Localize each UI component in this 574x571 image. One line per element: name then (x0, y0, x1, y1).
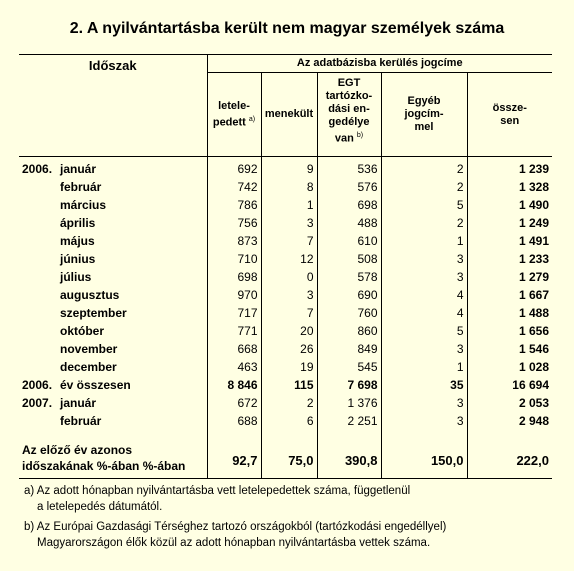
row-month: július (60, 270, 92, 284)
cell-value: 576 (317, 178, 381, 196)
cell-value: 5 (381, 196, 467, 214)
cell-value: 1 546 (518, 342, 549, 356)
cell-value: 2 (381, 178, 467, 196)
table-row (19, 268, 552, 286)
cell-value: 508 (317, 250, 381, 268)
row-month: november (60, 342, 118, 356)
cell-value: 760 (317, 304, 381, 322)
cell-value: 717 (207, 304, 261, 322)
column-header-line: van (334, 132, 354, 145)
row-label (19, 214, 207, 232)
row-month: február (60, 180, 102, 194)
row-month: január (60, 396, 97, 410)
row-label (19, 412, 207, 430)
cell-value: 698 (317, 196, 381, 214)
row-label (19, 340, 207, 358)
cell-value: 786 (207, 196, 261, 214)
row-year: 2007. (22, 396, 53, 410)
comparison-label-line: Az előző év azonos (22, 443, 133, 457)
spacer-cell (317, 430, 381, 442)
cell-value: 970 (207, 286, 261, 304)
table-row (19, 412, 552, 430)
cell-value: 1 233 (518, 252, 549, 266)
cell-value: 1 376 (317, 394, 381, 412)
row-label (19, 157, 207, 179)
cell-value: 545 (317, 358, 381, 376)
cell-value: 488 (317, 214, 381, 232)
column-header-line: pedett (212, 116, 246, 129)
table-row (19, 196, 552, 214)
row-month: február (60, 414, 102, 428)
row-month: december (60, 360, 117, 374)
column-header-line: gedélye (328, 116, 370, 128)
period-header: Időszak (19, 55, 207, 157)
cell-value: 1 249 (518, 216, 549, 230)
spacer-cell (381, 430, 467, 442)
cell-value: 536 (317, 157, 381, 179)
cell-value: 698 (207, 268, 261, 286)
column-header-3 (381, 73, 467, 157)
cell-value: 3 (381, 394, 467, 412)
footnote-line: Magyarországon élők közül az adott hónapban nyilvántartásba vettek száma. (37, 537, 431, 549)
cell-value: 1 279 (518, 270, 549, 284)
cell-value: 610 (317, 232, 381, 250)
data-table (19, 54, 552, 479)
cell-value: 1 656 (518, 324, 549, 338)
footnotes (24, 483, 446, 551)
group-header: Az adatbázisba kerülés jogcíme (207, 55, 552, 73)
comparison-value: 75,0 (261, 442, 317, 479)
table-row (19, 376, 552, 394)
row-label (19, 232, 207, 250)
column-header-1 (261, 73, 317, 157)
row-month: április (60, 216, 96, 230)
cell-value: 1 (261, 196, 317, 214)
cell-value: 1 490 (518, 198, 549, 212)
table-row (19, 286, 552, 304)
column-header-line: össze- (492, 101, 527, 114)
row-year: 2006. (22, 162, 53, 176)
footnote (24, 519, 446, 551)
cell-value: 692 (207, 157, 261, 179)
cell-value: 4 (381, 304, 467, 322)
column-header-2 (317, 73, 381, 157)
cell-value: 463 (207, 358, 261, 376)
table-row (19, 232, 552, 250)
cell-value: 7 698 (317, 376, 381, 394)
row-month: szeptember (60, 306, 127, 320)
row-label (19, 376, 207, 394)
cell-value: 688 (207, 412, 261, 430)
cell-value: 20 (261, 322, 317, 340)
cell-value: 668 (207, 340, 261, 358)
cell-value: 1 328 (518, 180, 549, 194)
cell-value: 16 694 (512, 378, 549, 392)
cell-value: 860 (317, 322, 381, 340)
column-header-0 (207, 73, 261, 157)
cell-value: 7 (261, 232, 317, 250)
footnote-line: b) Az Európai Gazdasági Térséghez tartozó országokból (tartózkodási engedéllyel) (24, 521, 447, 533)
column-header-4 (467, 73, 552, 157)
cell-value: 0 (261, 268, 317, 286)
cell-value: 2 (381, 157, 467, 179)
cell-value: 578 (317, 268, 381, 286)
cell-value: 2 251 (317, 412, 381, 430)
spacer-cell (467, 430, 552, 442)
column-header-line: sen (500, 114, 520, 127)
table-row (19, 358, 552, 376)
table-row (19, 394, 552, 412)
cell-value: 26 (261, 340, 317, 358)
table-row (19, 250, 552, 268)
comparison-value: 390,8 (317, 442, 381, 479)
row-month: május (60, 234, 95, 248)
row-year: 2006. (22, 378, 53, 392)
table-row (19, 178, 552, 196)
column-header-line: menekült (264, 108, 314, 120)
row-month: január (60, 162, 97, 176)
row-month: október (60, 324, 105, 338)
cell-value: 8 846 (207, 376, 261, 394)
row-month: június (60, 252, 96, 266)
spacer-cell (207, 430, 261, 442)
table-row (19, 304, 552, 322)
comparison-label-line: időszakának %-ában %-ában (22, 459, 186, 473)
cell-value: 3 (381, 250, 467, 268)
row-label (19, 250, 207, 268)
column-header-line: jogcím- (404, 108, 444, 120)
cell-value: 2 (381, 214, 467, 232)
row-label (19, 286, 207, 304)
row-month: augusztus (60, 288, 120, 302)
cell-value: 771 (207, 322, 261, 340)
footnote-line: a) Az adott hónapban nyilvántartásba vett letelepedettek száma, függetlenül (24, 485, 411, 497)
cell-value: 1 491 (518, 234, 549, 248)
cell-value: 873 (207, 232, 261, 250)
cell-value: 8 (261, 178, 317, 196)
cell-value: 2 (261, 394, 317, 412)
spacer-cell (19, 430, 207, 442)
comparison-value: 150,0 (381, 442, 467, 479)
row-label (19, 304, 207, 322)
column-header-line: tartózko- (325, 90, 373, 102)
row-label (19, 394, 207, 412)
cell-value: 3 (381, 268, 467, 286)
column-header-line: EGT (337, 77, 361, 89)
table-body (19, 157, 552, 479)
cell-value: 5 (381, 322, 467, 340)
row-month: év összesen (60, 378, 131, 392)
cell-value: 3 (381, 412, 467, 430)
comparison-value: 92,7 (207, 442, 261, 479)
spacer-cell (261, 430, 317, 442)
column-header-line: letele- (218, 99, 250, 112)
spacer-row (19, 430, 552, 442)
cell-value: 690 (317, 286, 381, 304)
cell-value: 1 (381, 358, 467, 376)
footnote-marker: a) (248, 115, 256, 123)
cell-value: 1 028 (518, 360, 549, 374)
cell-value: 12 (261, 250, 317, 268)
cell-value: 672 (207, 394, 261, 412)
cell-value: 7 (261, 304, 317, 322)
row-label (19, 358, 207, 376)
table-row (19, 214, 552, 232)
row-label (19, 322, 207, 340)
cell-value: 6 (261, 412, 317, 430)
table-row (19, 322, 552, 340)
column-header-line: dási en- (328, 103, 370, 115)
cell-value: 4 (381, 286, 467, 304)
cell-value: 2 948 (518, 414, 549, 428)
table-title: 2. A nyilvántartásba került nem magyar személyek száma (69, 20, 505, 37)
cell-value: 849 (317, 340, 381, 358)
footnote (24, 483, 446, 515)
footnote-line: a letelepedés dátumától. (37, 501, 163, 513)
footnote-marker: b) (356, 132, 364, 139)
cell-value: 2 053 (518, 396, 549, 410)
cell-value: 9 (261, 157, 317, 179)
cell-value: 19 (261, 358, 317, 376)
cell-value: 115 (261, 376, 317, 394)
cell-value: 1 (381, 232, 467, 250)
cell-value: 3 (381, 340, 467, 358)
comparison-row (19, 442, 552, 479)
table-row (19, 340, 552, 358)
comparison-value: 222,0 (467, 442, 552, 479)
cell-value: 3 (261, 214, 317, 232)
cell-value: 3 (261, 286, 317, 304)
cell-value: 1 667 (518, 288, 549, 302)
row-label (19, 196, 207, 214)
cell-value: 35 (381, 376, 467, 394)
comparison-label (19, 442, 207, 479)
table-row (19, 157, 552, 179)
row-label (19, 178, 207, 196)
cell-value: 1 239 (518, 162, 549, 176)
column-header-line: mel (414, 121, 434, 133)
column-header-line: Egyéb (407, 95, 441, 107)
cell-value: 710 (207, 250, 261, 268)
row-month: március (60, 198, 107, 212)
cell-value: 1 488 (518, 306, 549, 320)
cell-value: 756 (207, 214, 261, 232)
cell-value: 742 (207, 178, 261, 196)
row-label (19, 268, 207, 286)
